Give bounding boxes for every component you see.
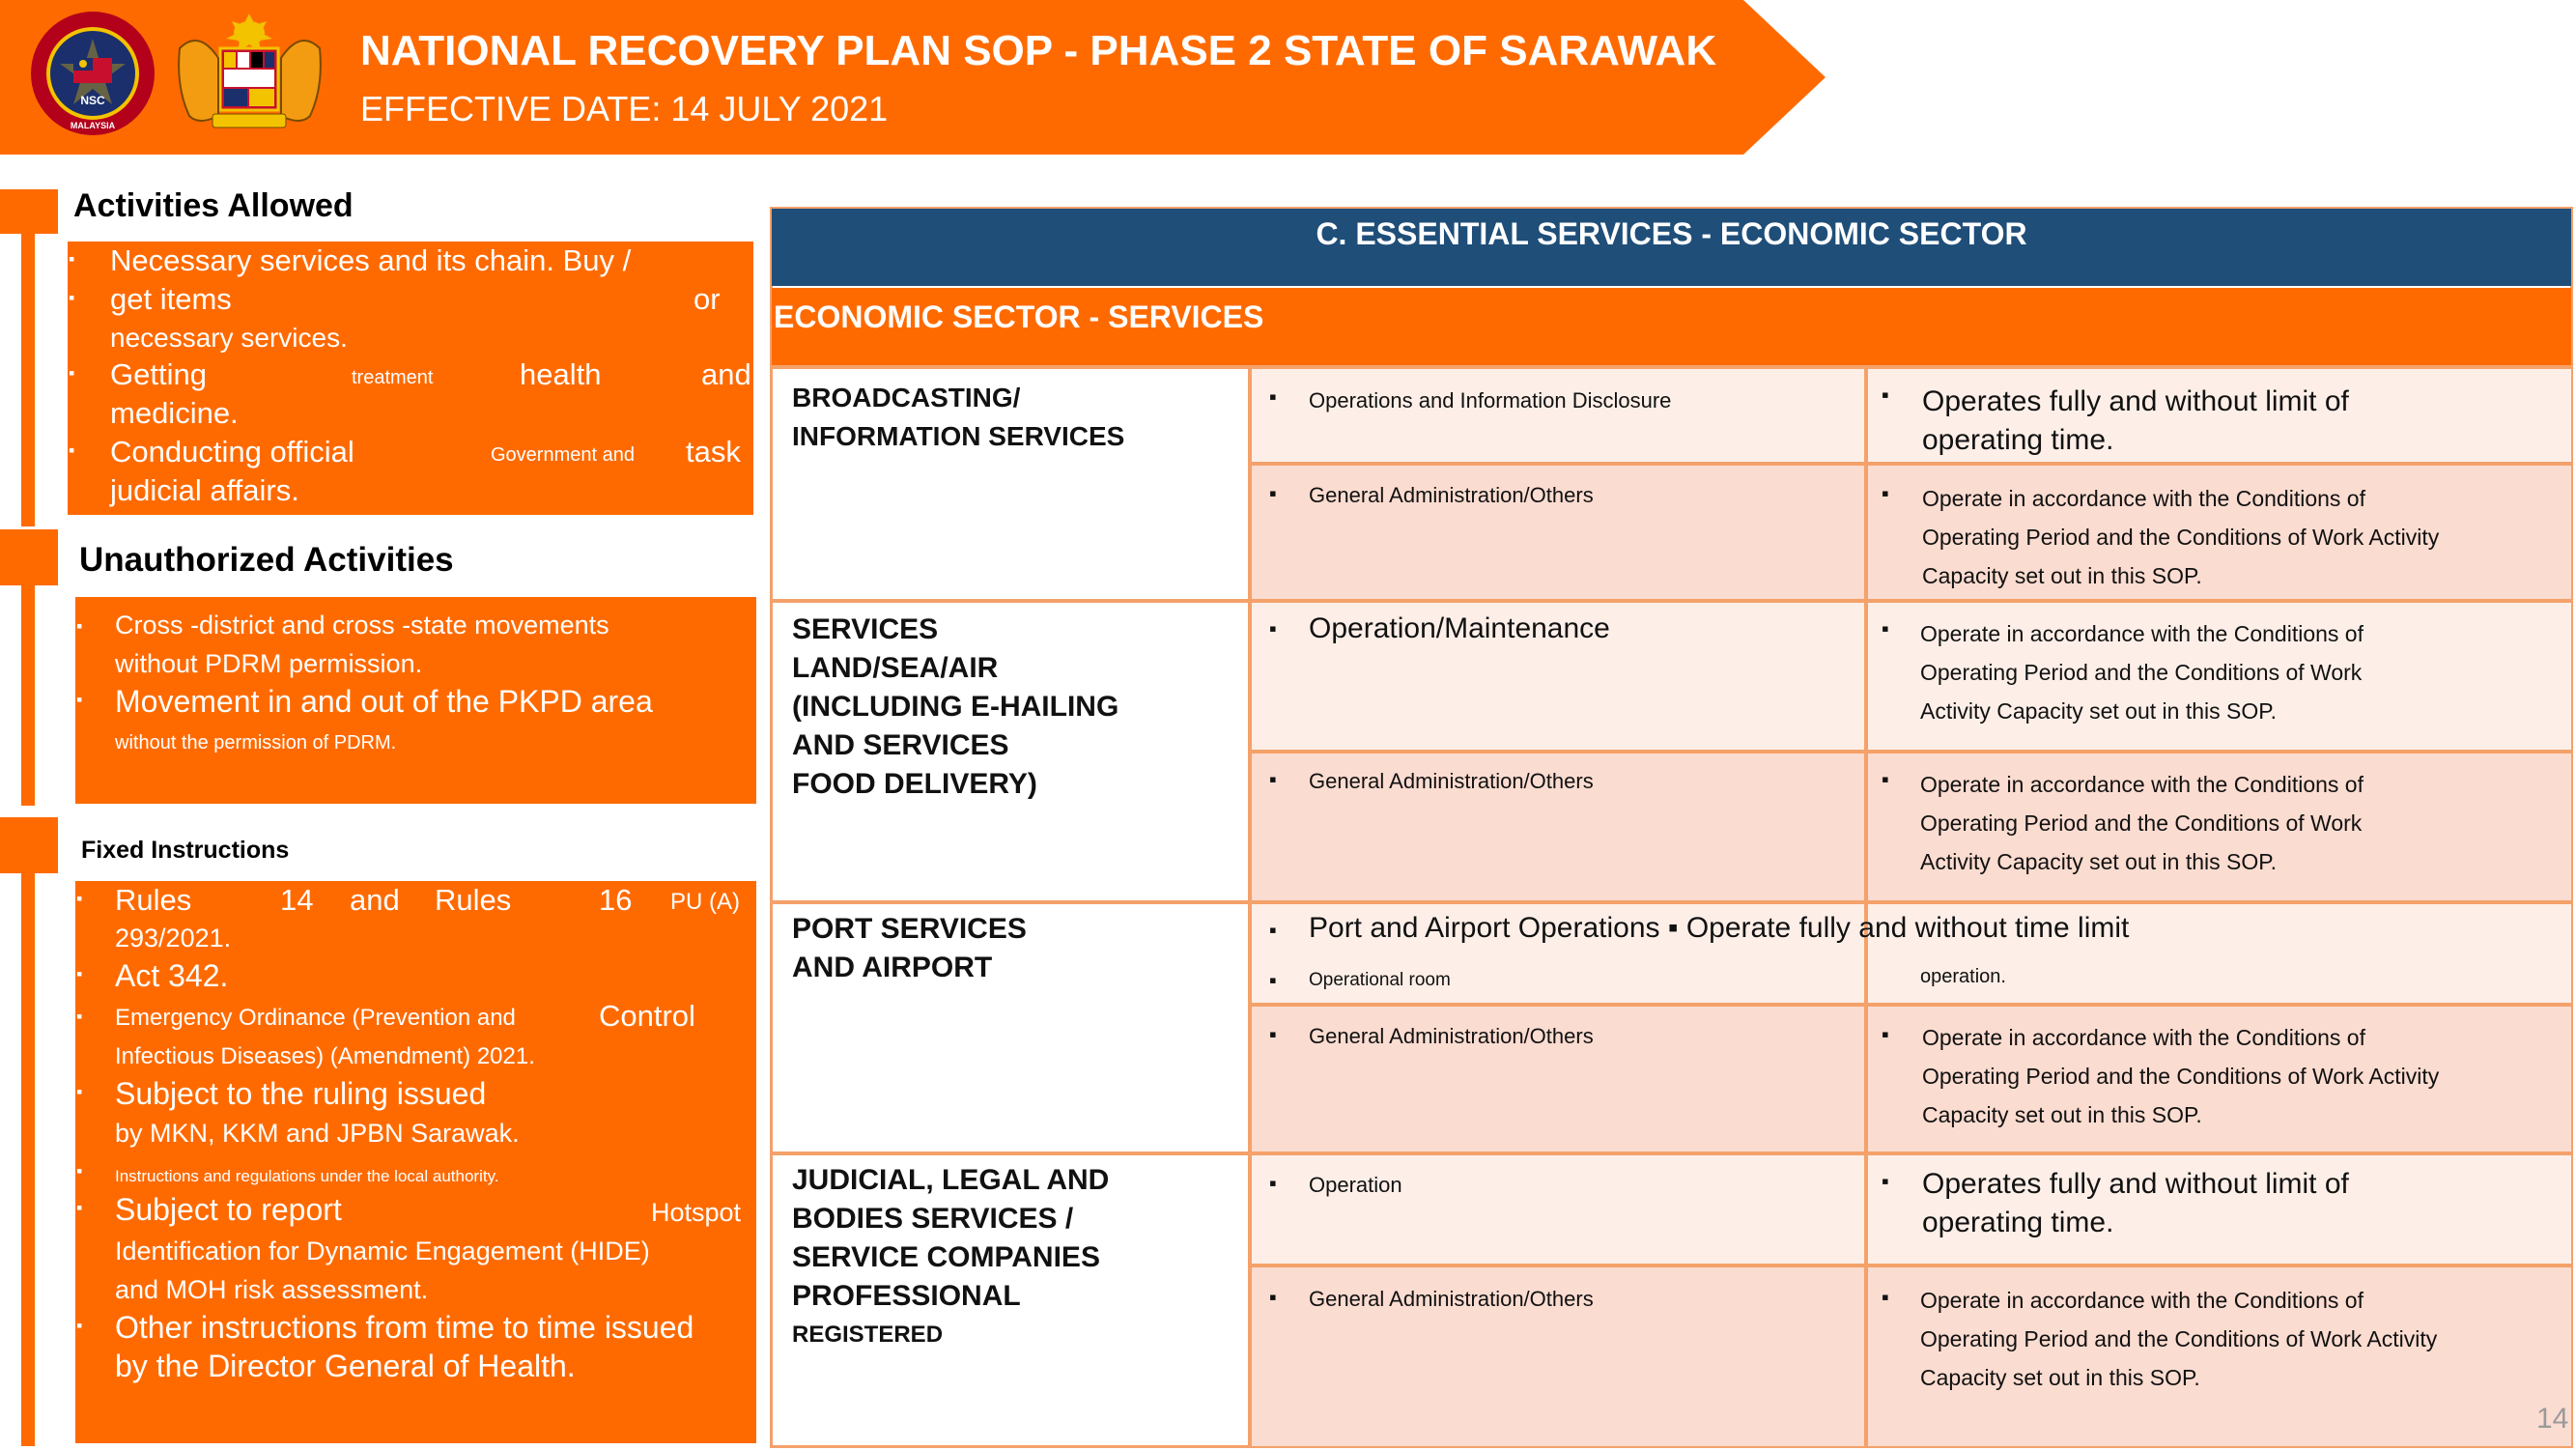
list-item: ▪ Subject to the ruling issued	[76, 1076, 487, 1111]
bullet: ▪	[1269, 767, 1277, 791]
nsc-logo-text: NSC	[80, 94, 105, 107]
section-bar-unauthorized	[21, 583, 35, 806]
list-text: or	[694, 282, 721, 316]
list-text: Rules	[435, 883, 512, 917]
list-item: ▪ Subject to report	[76, 1192, 342, 1227]
section-bar-allowed	[21, 232, 35, 526]
bullet: ▪	[1269, 918, 1277, 942]
bullet: ▪	[1882, 1169, 1889, 1193]
activity-text: Operations and Information Disclosure	[1309, 388, 1672, 412]
list-text: Control	[599, 999, 695, 1033]
activity-text: Operation/Maintenance	[1309, 612, 1610, 644]
sector-label: PORT SERVICES AND AIRPORT	[792, 913, 1027, 983]
sector-label: BROADCASTING/ INFORMATION SERVICES	[792, 383, 1125, 451]
list-text: Hotspot	[651, 1198, 742, 1227]
list-item: ▪ Emergency Ordinance (Prevention and	[76, 1005, 516, 1031]
list-item: ▪ Conducting official	[69, 435, 354, 469]
list-item: ▪ Other instructions from time to time issued	[76, 1310, 694, 1345]
bullet: ▪	[1269, 616, 1277, 640]
list-item: ▪ Getting	[69, 357, 207, 391]
list-item: ▪ Act 342.	[76, 958, 229, 993]
list-item: ▪ Cross -district and cross -state movements	[76, 611, 609, 640]
list-text: health	[520, 357, 602, 391]
activity-text: General Administration/Others	[1309, 1024, 1594, 1048]
list-text: and MOH risk assessment.	[115, 1275, 429, 1304]
list-text: PU (A)	[670, 889, 740, 915]
table-subheader-text: ECONOMIC SECTOR - SERVICES	[774, 299, 1264, 334]
table-gridline	[772, 599, 2571, 603]
bullet: ▪	[1882, 767, 1889, 791]
section-title-unauthorized: Unauthorized Activities	[79, 541, 454, 579]
condition-text: Operates fully and without limit of operating time.	[1922, 385, 2349, 456]
list-text: without PDRM permission.	[115, 649, 423, 678]
bullet: ▪	[1882, 1022, 1889, 1046]
list-text: and	[350, 883, 400, 917]
nsc-logo-country: MALAYSIA	[70, 121, 116, 130]
section-bar-fixed	[21, 871, 35, 1446]
section-title-fixed: Fixed Instructions	[81, 837, 290, 864]
activity-text: Operational room	[1309, 970, 1451, 990]
list-item: ▪ Rules	[76, 883, 192, 917]
fixed-box	[75, 881, 756, 1443]
list-text: and	[701, 357, 751, 391]
bullet: ▪	[1269, 384, 1277, 409]
table-gridline	[1252, 1264, 2571, 1267]
activity-text: General Administration/Others	[1309, 483, 1594, 507]
section-marker-allowed	[0, 189, 58, 234]
table-gridline	[1252, 462, 2571, 466]
bullet: ▪	[1269, 1022, 1277, 1046]
condition-text: Operate in accordance with the Conditions of Operating Period and the Conditions of Work Activity Capacity set out in this SOP.	[1920, 1288, 2438, 1390]
condition-text: Operate in accordance with the Conditions of Operating Period and the Conditions of Work Activity Capacity set out in this SOP.	[1922, 1025, 2440, 1127]
table-cell	[1252, 1155, 2571, 1264]
list-text: necessary services.	[110, 323, 348, 353]
list-text: 14	[280, 883, 314, 917]
activity-text: General Administration/Others	[1309, 769, 1594, 793]
section-marker-unauthorized	[0, 529, 58, 585]
bullet: ▪	[1882, 481, 1889, 505]
page-title: NATIONAL RECOVERY PLAN SOP - PHASE 2 STATE OF SARAWAK	[360, 27, 1717, 74]
list-text: 293/2021.	[115, 924, 232, 952]
list-text: without the permission of PDRM.	[115, 732, 397, 753]
table-gridline	[1252, 750, 2571, 753]
page-number: 14	[2536, 1403, 2569, 1435]
section-marker-fixed	[0, 817, 58, 873]
condition-text: operation.	[1920, 966, 2006, 987]
malaysia-coat-of-arms-logo	[170, 10, 329, 137]
effective-date: EFFECTIVE DATE: 14 JULY 2021	[360, 89, 889, 128]
table-gridline	[772, 365, 2571, 369]
list-text: Government and	[491, 444, 635, 466]
table-cell	[1252, 369, 2571, 462]
list-text: task	[686, 435, 741, 469]
condition-text: Operate in accordance with the Conditions of Operating Period and the Conditions of Work Activity Capacity set out in this SOP.	[1920, 772, 2364, 874]
list-text: medicine.	[110, 396, 239, 430]
table-gridline	[1252, 1003, 2571, 1007]
table-gridline	[772, 900, 2571, 904]
table-header-text: C. ESSENTIAL SERVICES - ECONOMIC SECTOR	[1316, 216, 2027, 251]
condition-text: Operate in accordance with the Conditions of Operating Period and the Conditions of Work Activity Capacity set out in this SOP.	[1920, 621, 2364, 724]
condition-text: Operate in accordance with the Conditions of Operating Period and the Conditions of Work Activity Capacity set out in this SOP.	[1922, 486, 2440, 588]
activity-text: Port and Airport Operations ▪ Operate fully and without time limit	[1309, 912, 2130, 944]
activity-text: Operation	[1309, 1173, 1402, 1197]
nsc-logo	[29, 10, 156, 137]
unauthorized-box	[75, 597, 756, 804]
list-text: judicial affairs.	[110, 473, 299, 507]
activity-text: General Administration/Others	[1309, 1287, 1594, 1311]
list-text: Infectious Diseases) (Amendment) 2021.	[115, 1043, 535, 1069]
list-text: Identification for Dynamic Engagement (HIDE)	[115, 1237, 650, 1265]
table-gridline	[1864, 367, 1868, 1446]
bullet: ▪	[1882, 616, 1889, 640]
bullet: ▪	[1269, 1285, 1277, 1309]
bullet: ▪	[1269, 1171, 1277, 1195]
table-gridline	[772, 1151, 2571, 1155]
list-item: ▪ get items	[69, 282, 232, 316]
sector-label: JUDICIAL, LEGAL AND BODIES SERVICES / SERVICE COMPANIES PROFESSIONAL REGISTERED	[792, 1164, 1110, 1348]
list-text: treatment	[352, 367, 434, 388]
bullet: ▪	[1269, 481, 1277, 505]
list-text: by the Director General of Health.	[115, 1349, 576, 1383]
list-text: by MKN, KKM and JPBN Sarawak.	[115, 1119, 520, 1148]
sector-label: SERVICES LAND/SEA/AIR (INCLUDING E-HAILING AND SERVICES FOOD DELIVERY)	[792, 613, 1119, 800]
list-item: ▪ Movement in and out of the PKPD area	[76, 684, 653, 719]
bullet: ▪	[1882, 1285, 1889, 1309]
list-item: ▪ Necessary services and its chain. Buy /	[69, 243, 632, 277]
table-gridline	[1248, 367, 1252, 1446]
allowed-box	[68, 242, 753, 515]
condition-text: Operates fully and without limit of operating time.	[1922, 1168, 2349, 1238]
list-item: ▪ Instructions and regulations under the local authority.	[76, 1161, 499, 1185]
bullet: ▪	[1269, 968, 1277, 992]
section-title-allowed: Activities Allowed	[73, 187, 354, 224]
bullet: ▪	[1882, 383, 1889, 407]
list-text: 16	[599, 883, 633, 917]
